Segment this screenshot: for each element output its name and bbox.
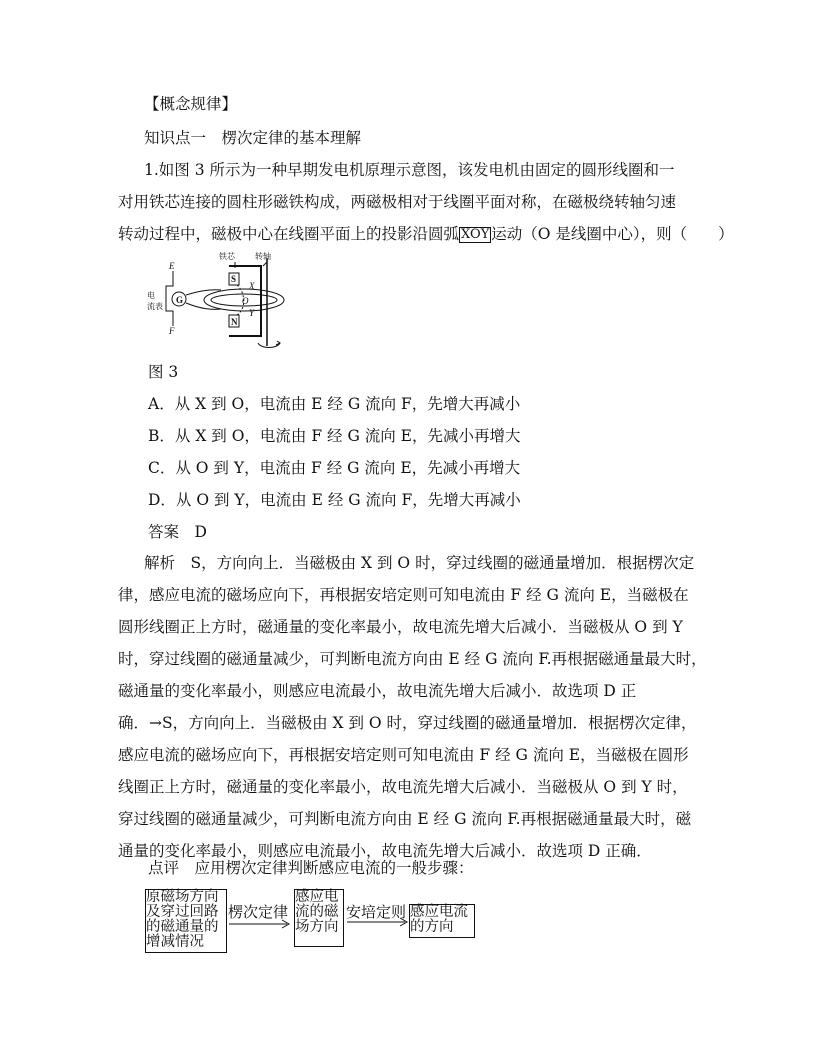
- analysis-line-4: 时，穿过线圈的磁通量减少，可判断电流方向由 E 经 G 流向 F.再根据磁通量最大时，: [118, 650, 707, 668]
- knowledge-point-title: 知识点一 楞次定律的基本理解: [144, 129, 362, 147]
- analysis-line-6: 确．→S，方向向上．当磁极由 X 到 O 时，穿过线圈的磁通量增加．根据楞次定律，: [118, 714, 697, 732]
- label-E: E: [169, 261, 175, 271]
- label-X: X: [249, 281, 255, 291]
- label-N: N: [231, 317, 238, 327]
- analysis-line-2: 律，感应电流的磁场应向下，再根据安培定则可知电流由 F 经 G 流向 E，当磁极在: [118, 586, 689, 604]
- flow-box-induced-field: 感应电流的磁场方向: [294, 889, 344, 947]
- option-d: D．从 O 到 Y，电流由 E 经 G 流向 F，先增大再减小: [148, 491, 521, 509]
- question-line-2: 对用铁芯连接的圆柱形磁铁构成，两磁极相对于线圈平面对称，在磁极绕转轴匀速: [118, 193, 677, 211]
- flow-arrow-label-ampere: 安培定则: [346, 903, 407, 921]
- label-F: F: [169, 326, 175, 336]
- option-a: A．从 X 到 O，电流由 E 经 G 流向 F，先增大再减小: [148, 395, 521, 413]
- flow-box-original-field: 原磁场方向及穿过回路的磁通量的增减情况: [145, 889, 227, 953]
- question-line-3: [118, 224, 734, 244]
- option-c: C．从 O 到 Y，电流由 F 经 G 流向 E，先减小再增大: [148, 459, 521, 477]
- analysis-line-5: 磁通量的变化率最小，则感应电流最小，故电流先增大后减小．故选项 D 正: [118, 682, 637, 700]
- question-line-3-end: 运动（O 是线圈中心），则（ ）: [491, 225, 734, 243]
- label-shaft: 转轴: [255, 252, 271, 261]
- label-O: O: [242, 296, 249, 306]
- analysis-line-9: 穿过线圈的磁通量减少，可判断电流方向由 E 经 G 流向 F.再根据磁通量最大时，磁: [118, 810, 692, 828]
- answer: 答案 D: [148, 523, 207, 541]
- flow-arrow-label-lenz: 楞次定律: [228, 903, 289, 921]
- generator-diagram: [143, 248, 303, 354]
- analysis-line-7: 感应电流的磁场应向下，再根据安培定则可知电流由 F 经 G 流向 E，当磁极在圆形: [118, 746, 689, 764]
- question-line-1: 1.如图 3 所示为一种早期发电机原理示意图，该发电机由固定的圆形线圈和一: [144, 161, 675, 179]
- label-iron-core: 铁芯: [219, 252, 235, 261]
- analysis-line-8: 线圈正上方时，磁通量的变化率最小，故电流先增大后减小．当磁极从 O 到 Y 时，: [118, 778, 688, 796]
- label-Y: Y: [249, 308, 255, 318]
- option-b: B．从 X 到 O，电流由 F 经 G 流向 E，先减小再增大: [148, 427, 521, 445]
- flow-box-induced-current: 感应电流的方向: [409, 904, 475, 938]
- analysis-line-1: 解析 S，方向向上．当磁极由 X 到 O 时，穿过线圈的磁通量增加．根据楞次定: [144, 554, 695, 572]
- analysis-line-10: 通量的变化率最小，则感应电流最小，故电流先增大后减小．故选项 D 正确．: [118, 842, 652, 860]
- flow-arrow-1: [227, 919, 293, 929]
- comment: 点评 应用楞次定律判断感应电流的一般步骤：: [148, 859, 474, 877]
- flow-arrow-2: [345, 917, 411, 927]
- question-line-3-start: 转动过程中，磁极中心在线圈平面上的投影沿圆弧: [118, 225, 460, 243]
- label-G: G: [176, 295, 184, 305]
- label-ammeter-2: 流表: [147, 302, 163, 311]
- label-ammeter-1: 电: [147, 291, 155, 300]
- lenz-law-flowchart: [143, 887, 483, 957]
- figure-caption: 图 3: [148, 363, 179, 381]
- analysis-line-3: 圆形线圈正上方时，磁通量的变化率最小，故电流先增大后减小．当磁极从 O 到 Y: [118, 618, 683, 636]
- label-S: S: [231, 274, 237, 284]
- arc-xoy-label: XOY: [461, 227, 490, 242]
- section-header: 【概念规律】: [144, 95, 238, 113]
